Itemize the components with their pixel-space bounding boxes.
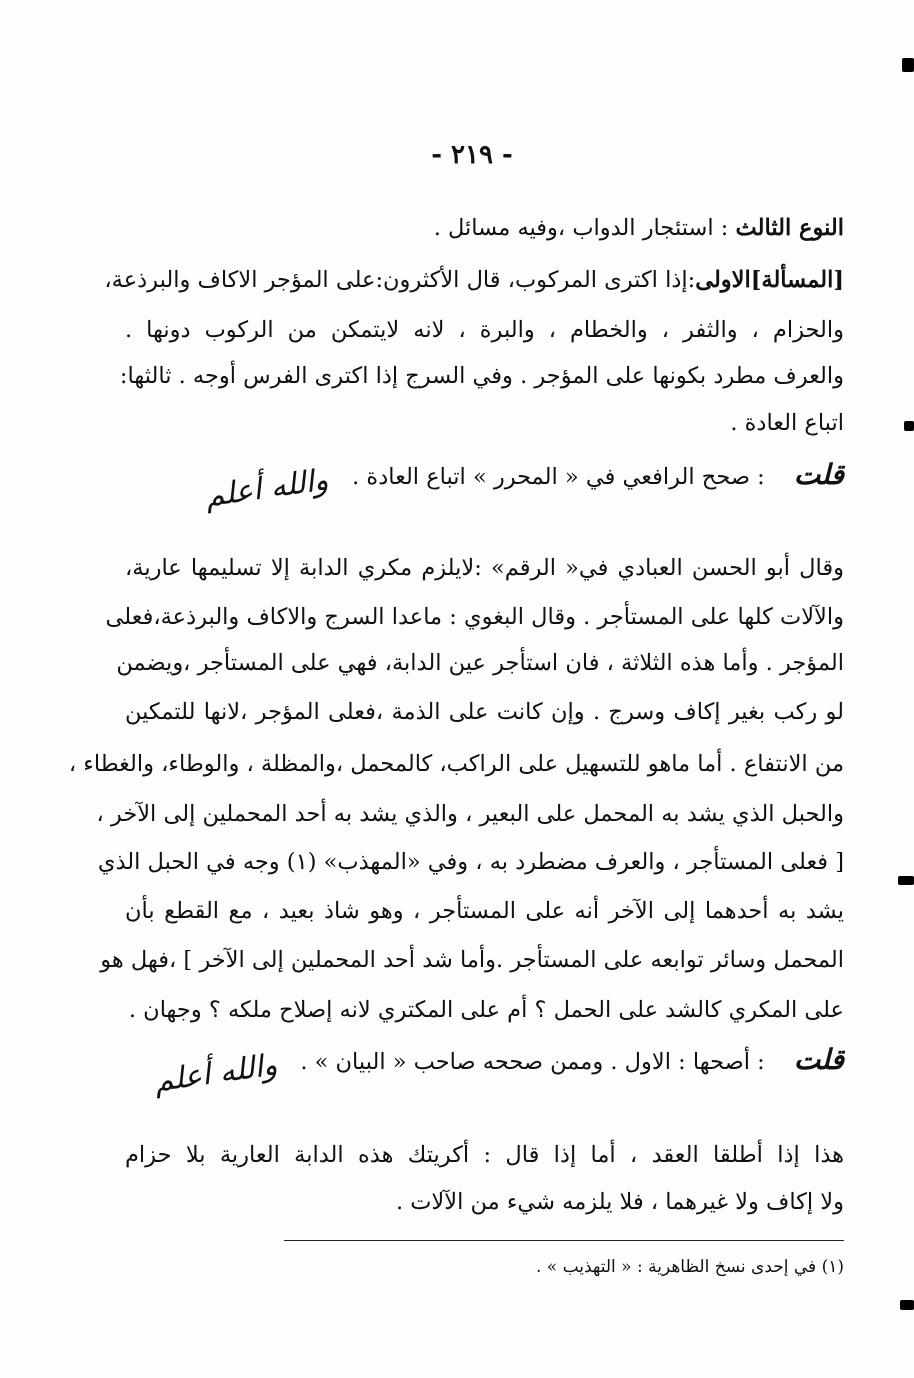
paragraph-2-line: المؤجر . وأما هذه الثلاثة ، فان استأجر عين الدابة، فهي على المستأجر ،ويضمن [116,650,844,676]
issue-lead: [المسألة]الاولى [695,267,844,293]
section-title-bold: النوع الثالث [735,215,844,241]
qult-label: قلت [793,458,844,491]
section-title-rest: : استئجار الدواب ،وفيه مسائل . [433,215,729,241]
qult-note-1 [125,455,844,515]
qult-text: : أصحها : الاول . وممن صححه صاحب « البيان » . [300,1049,765,1075]
paragraph-2-line: والحبل الذي يشد به المحمل على البعير ، والذي يشد به أحد المحملين إلى الآخر ، [96,801,844,827]
scan-mark [904,421,914,431]
wallah-alam: والله أعلم [151,1047,279,1100]
paragraph-1-line [104,260,844,300]
qult-text: : صحح الرافعي في « المحرر » اتباع العادة . [352,464,765,490]
scan-mark [900,1300,914,1310]
section-title [125,208,844,248]
scan-mark [902,58,914,72]
paragraph-2-line: من الانتفاع . أما ماهو للتسهيل على الراكب، كالمحمل ،والمظلة ، والوطاء، والغطاء ، [68,751,844,777]
paragraph-2-line: المحمل وسائر توابعه على المستأجر .وأما شد أحد المحملين إلى الآخر ] ،فهل هو [100,947,844,973]
paragraph-2-line: يشد به أحدهما إلى الآخر أنه على المستأجر ، وهو شاذ بعيد ، مع القطع بأن [125,898,844,924]
scan-mark [898,876,914,885]
paragraph-1-line: اتباع العادة . [730,410,844,436]
paragraph-text: :إذا اكترى المركوب، قال الأكثرون:على المؤجر الاكاف والبرذعة، [104,267,696,293]
paragraph-2-line: والآلات كلها على المستأجر . وقال البغوي : ماعدا السرج والاكاف والبرذعة،فعلى [105,604,844,630]
paragraph-2-line: لو ركب بغير إكاف وسرج . وإن كانت على الذمة ،فعلى المؤجر ،لانها للتمكين [125,699,844,725]
paragraph-3-line: ولا إكاف ولا غيرهما ، فلا يلزمه شيء من الآلات . [395,1189,844,1215]
paragraph-1-line: والعرف مطرد بكونها على المؤجر . وفي السرج إذا اكترى الفرس أوجه . ثالثها: [119,363,844,389]
footnote-divider [284,1240,844,1241]
qult-note-2 [125,1040,844,1100]
paragraph-2-line: وقال أبو الحسن العبادي في« الرقم» :لايلزم مكري الدابة إلا تسليمها عارية، [125,555,844,581]
paragraph-3-line: هذا إذا أطلقا العقد ، أما إذا قال : أكريتك هذه الدابة العارية بلا حزام [125,1142,844,1168]
paragraph-2-line: [ فعلى المستأجر ، والعرف مضطرد به ، وفي «المهذب» (١) وجه في الحبل الذي [97,849,844,875]
qult-label: قلت [793,1043,844,1076]
footnote: (١) في إحدى نسخ الظاهرية : « التهذيب » . [535,1257,844,1277]
paragraph-1-line: والحزام ، والثفر ، والخطام ، والبرة ، لانه لايتمكن من الركوب دونها . [125,317,844,343]
paragraph-2-line: على المكري كالشد على الحمل ؟ أم على المكتري لانه إصلاح ملكه ؟ وجهان . [128,997,844,1023]
wallah-alam: والله أعلم [203,462,331,515]
page-number: - ٢١٩ - [431,140,513,170]
